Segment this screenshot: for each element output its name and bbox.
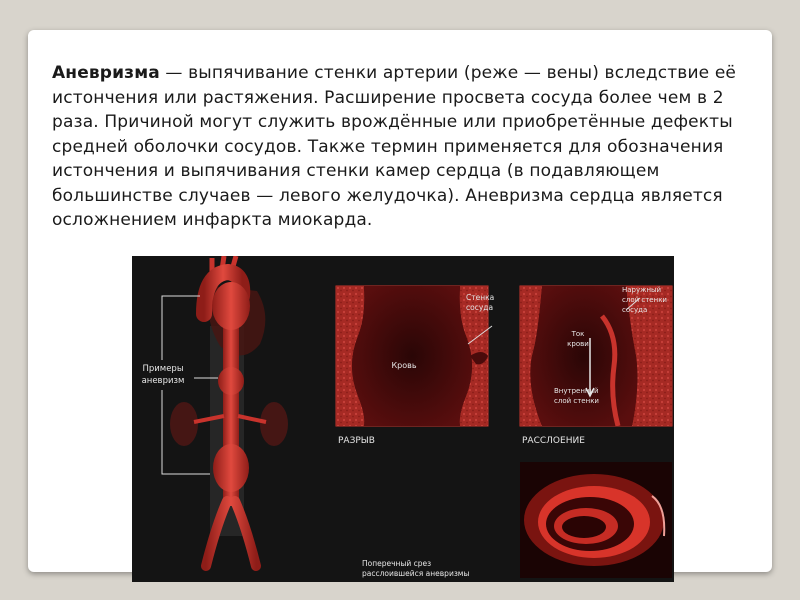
cross-section-true-lumen — [562, 516, 606, 538]
section-caption-line1: Поперечный срез — [362, 559, 432, 568]
outer-layer-label-line1: Наружный — [622, 286, 662, 294]
dissection-panel — [520, 286, 672, 446]
rupture-caption: РАЗРЫВ — [338, 436, 375, 446]
rupture-panel — [336, 286, 494, 446]
section-caption-line2: расслоившейся аневризмы — [362, 569, 470, 578]
outer-layer-label-line3: сосуда — [622, 306, 648, 314]
dissection-caption: РАССЛОЕНИЕ — [522, 436, 585, 446]
rupture-wall-label-line2: сосуда — [466, 303, 494, 312]
flow-label-line2: крови — [567, 340, 589, 348]
definition-paragraph — [52, 61, 752, 233]
flow-label-line1: Ток — [571, 330, 585, 338]
left-kidney-shape — [170, 402, 198, 446]
aneurysm-illustration — [132, 256, 674, 582]
thoracic-aneurysm-bulge — [212, 282, 250, 330]
aorta-label-line1: Примеры — [142, 364, 184, 374]
definition-term: Аневризма — [52, 63, 160, 83]
mid-aneurysm-bulge — [218, 367, 244, 395]
inner-layer-label-line1: Внутренний — [554, 387, 599, 395]
outer-layer-label-line2: слой стенки — [622, 296, 667, 304]
aneurysm-illustration-svg — [132, 256, 674, 582]
definition-text: — выпячивание стенки артерии (реже — вены) вследствие её истончения или растяжения. Расширение просвета сосуда более чем в 2 раза. Причиной могут служить врождённые или приобретённые дефекты средней оболочки сосудов. Также термин применяется для обозначения истончения и выпячивания стенки камер сердца (в подавляющем большинстве случаев — левого желудочка). Аневризма сердца является осложнением инфаркта миокарда. — [52, 63, 737, 230]
aorta-label-line2: аневризм — [141, 376, 185, 386]
inner-layer-label-line2: слой стенки — [554, 397, 599, 405]
abdominal-aneurysm-bulge — [213, 444, 249, 492]
aorta-panel — [136, 256, 288, 566]
right-kidney-shape — [260, 402, 288, 446]
rupture-wall-label-line1: Стенка — [466, 293, 495, 302]
rupture-lumen — [352, 286, 472, 426]
cross-section-panel — [362, 462, 672, 578]
rupture-blood-label: Кровь — [391, 361, 417, 370]
